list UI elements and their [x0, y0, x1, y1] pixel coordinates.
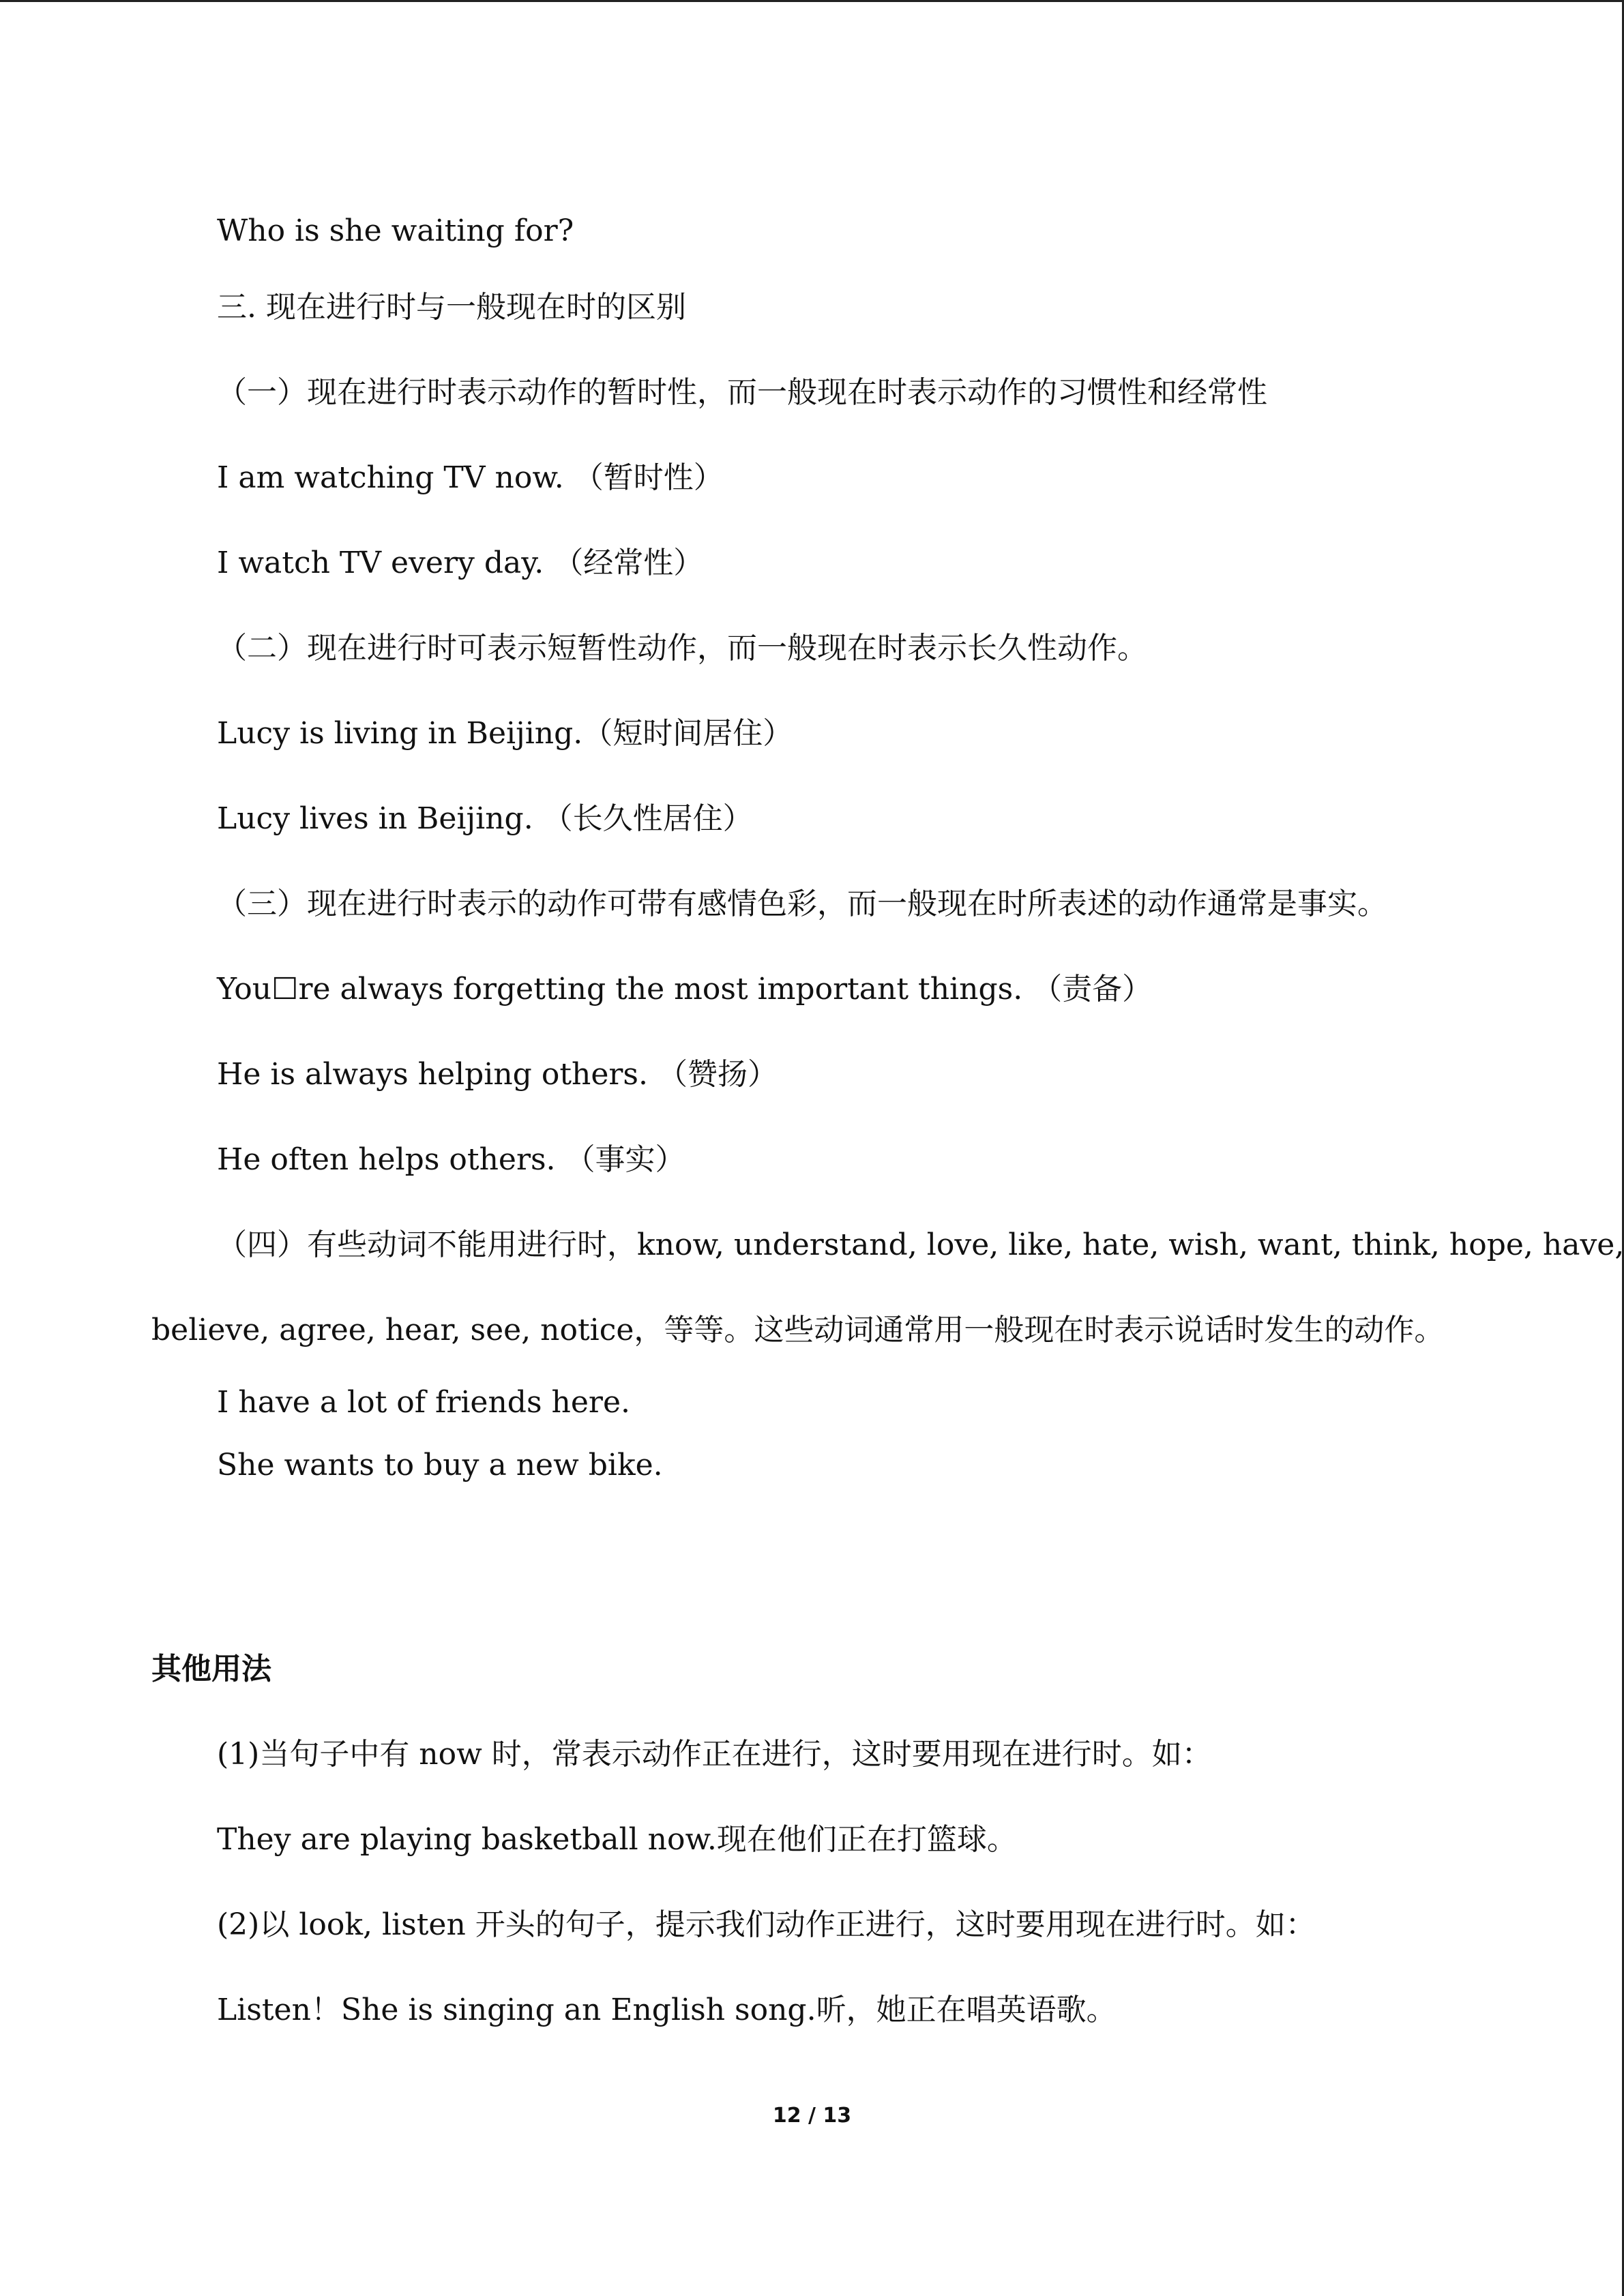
section-title: 三. 现在进行时与一般现在时的区别 — [217, 290, 686, 325]
example-sentence: I am watching TV now. （暂时性） — [217, 460, 724, 495]
example-sentence: I watch TV every day. （经常性） — [217, 546, 704, 580]
rule-heading: （三）现在进行时表示的动作可带有感情色彩，而一般现在时所表述的动作通常是事实。 — [217, 886, 1387, 921]
example-sentence: She wants to buy a new bike. — [217, 1448, 663, 1482]
rule-heading: （二）现在进行时可表示短暂性动作，而一般现在时表示长久性动作。 — [217, 631, 1147, 666]
example-sentence: Who is she waiting for? — [217, 213, 574, 248]
section-heading: 其他用法 — [151, 1652, 271, 1686]
usage-rule: (2)以 look, listen 开头的句子，提示我们动作正进行，这时要用现在进行时。如： — [217, 1907, 1316, 1942]
example-sentence: He is always helping others. （赞扬） — [217, 1057, 778, 1092]
page-number: 12 / 13 — [772, 2104, 852, 2128]
rule-continuation: believe, agree, hear, see, notice，等等。这些动词通常用一般现在时表示说话时发生的动作。 — [151, 1313, 1445, 1347]
example-sentence: He often helps others. （事实） — [217, 1142, 685, 1177]
usage-rule: (1)当句子中有 now 时，常表示动作正在进行，这时要用现在进行时。如： — [217, 1737, 1212, 1772]
example-sentence: Lucy lives in Beijing. （长久性居住） — [217, 801, 753, 836]
example-sentence: They are playing basketball now.现在他们正在打篮球。 — [217, 1822, 1017, 1857]
rule-heading: （一）现在进行时表示动作的暂时性，而一般现在时表示动作的习惯性和经常性 — [217, 375, 1267, 410]
example-sentence: Listen！She is singing an English song.听，她正在唱英语歌。 — [217, 1993, 1117, 2027]
example-sentence: You☐re always forgetting the most important things. （责备） — [217, 972, 1153, 1007]
example-sentence: I have a lot of friends here. — [217, 1385, 630, 1420]
rule-heading: （四）有些动词不能用进行时，know, understand, love, like, hate, wish, want, think, hope, have, — [217, 1227, 1624, 1262]
example-sentence: Lucy is living in Beijing.（短时间居住） — [217, 716, 793, 751]
